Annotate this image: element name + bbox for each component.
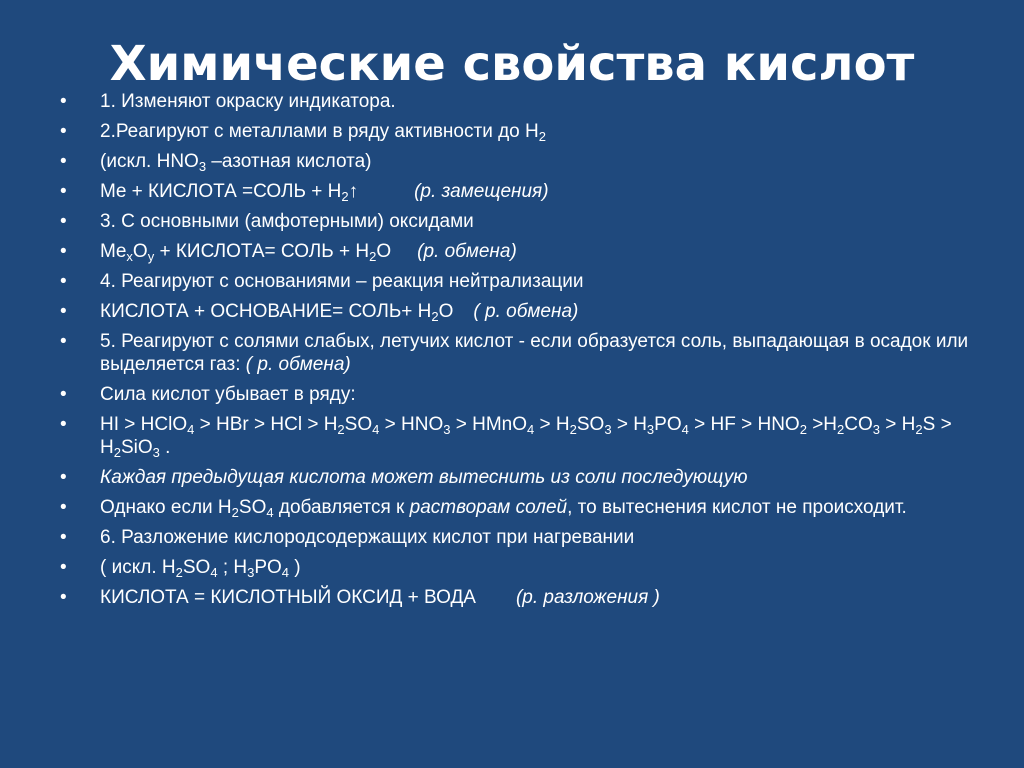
bullet-marker: • [60,527,67,548]
bullet-marker: • [60,497,67,518]
subscript: 2 [337,422,345,437]
subscript: 2 [341,189,349,204]
bullet-item-b6 [60,240,980,263]
italic-note: ( р. обмена) [473,301,579,322]
bullet-text: КИСЛОТА + ОСНОВАНИЕ= СОЛЬ+ $H_2O$ ( р. обмена) [100,301,579,324]
bullet-item-b1 [60,90,980,113]
bullet-text: Me + КИСЛОТА =СОЛЬ + $H_2↑$ (р. замещения) [100,181,549,204]
bullet-item-b5 [60,210,980,233]
bullet-marker: • [60,587,67,608]
bullet-marker: • [60,384,67,405]
bullet-item-b9 [60,330,980,376]
subscript: 2 [538,129,546,144]
bullet-item-b12 [60,466,980,489]
bullet-item-b10 [60,383,980,406]
italic-note: (р. замещения) [414,181,549,202]
subscript: y [147,249,155,264]
bullet-text: 3. С основными (амфотерными) оксидами [100,211,474,232]
italic-note: (р. разложения ) [515,587,660,608]
subscript: 2 [915,422,923,437]
subscript: 4 [527,422,535,437]
subscript: 4 [210,565,218,580]
bullet-marker: • [60,181,67,202]
bullet-item-b14 [60,526,980,549]
bullet-text: ( искл. $H_2SO_4$ ; $H_3PO_4$ ) [100,557,301,580]
bullet-item-b4 [60,180,980,203]
subscript: 2 [837,422,845,437]
bullet-marker: • [60,301,67,322]
bullet-text: Однако если $H_2SO_4$ добавляется к растворам солей, то вытеснения кислот не происходит. [100,497,907,520]
bullet-text: 2.Реагируют с металлами в ряду активности до $H_2$ [100,121,546,144]
bullet-text: 5. Реагируют с солями слабых, летучих кислот - если образуется соль, выпадающая в осадок или выделяется газ: ( р. обмена) [100,331,969,375]
subscript: 2 [569,422,577,437]
bullet-marker: • [60,91,67,112]
bullet-text: $Me_xO_y$ + КИСЛОТА= СОЛЬ + $H_2O$ (р. обмена) [100,241,517,264]
italic-note: Каждая предыдущая кислота может вытеснить из соли последующую [100,467,748,488]
subscript: 3 [604,422,612,437]
subscript: 3 [247,565,255,580]
bullet-marker: • [60,414,67,435]
subscript: 4 [281,565,290,580]
subscript: 3 [152,445,160,460]
subscript: 3 [443,422,451,437]
subscript: 3 [646,422,655,437]
subscript: 2 [113,445,121,460]
bullet-item-b16 [60,586,980,609]
subscript: 4 [681,422,689,437]
subscript: 3 [198,159,207,174]
bullet-text: Сила кислот убывает в ряду: [100,384,356,405]
bullet-item-b15 [60,556,980,579]
bullet-text: HI > HClO$_4$ > HBr > HCl > $H_2SO_4 > HNO_3$ > HMnO$_4$ > $H_2SO_3 > H_3PO_4$ > HF > $HNO_2 >H_2CO_3 > H_2S > H_2SiO_3$ . [100,414,952,460]
bullet-marker: • [60,241,67,262]
subscript: 2 [175,565,183,580]
italic-note: ( р. обмена) [245,354,351,375]
bullet-marker: • [60,151,67,172]
italic-note: (р. обмена) [417,241,517,262]
bullet-marker: • [60,557,67,578]
bullet-item-b11 [60,413,980,459]
bullet-item-b8 [60,300,980,323]
subscript: 2 [431,309,439,324]
bullet-text: КИСЛОТА = КИСЛОТНЫЙ ОКСИД + ВОДА (р. разложения ) [100,587,660,608]
bullet-text: (искл. $HNO_3$ –азотная кислота) [100,151,372,174]
subscript: 2 [799,422,807,437]
subscript: x [126,249,133,264]
subscript: 3 [872,422,881,437]
bullet-list [60,90,980,616]
bullet-marker: • [60,211,67,232]
subscript: 4 [266,505,274,520]
bullet-item-b7 [60,270,980,293]
subscript: 2 [369,249,377,264]
bullet-item-b3 [60,150,980,173]
bullet-marker: • [60,121,67,142]
subscript: 4 [187,422,195,437]
bullet-text [100,467,747,488]
slide-title: Химические свойства кислот [109,36,915,92]
italic-note: растворам солей [409,497,568,518]
subscript: 4 [372,422,380,437]
bullet-text: 6. Разложение кислородсодержащих кислот при нагревании [100,527,635,548]
bullet-marker: • [60,331,67,352]
bullet-text: 4. Реагируют с основаниями – реакция нейтрализации [100,271,584,292]
subscript: 2 [231,505,239,520]
bullet-text: 1. Изменяют окраску индикатора. [100,91,396,112]
bullet-marker: • [60,467,67,488]
bullet-item-b2 [60,120,980,143]
bullet-item-b13 [60,496,980,519]
bullet-marker: • [60,271,67,292]
